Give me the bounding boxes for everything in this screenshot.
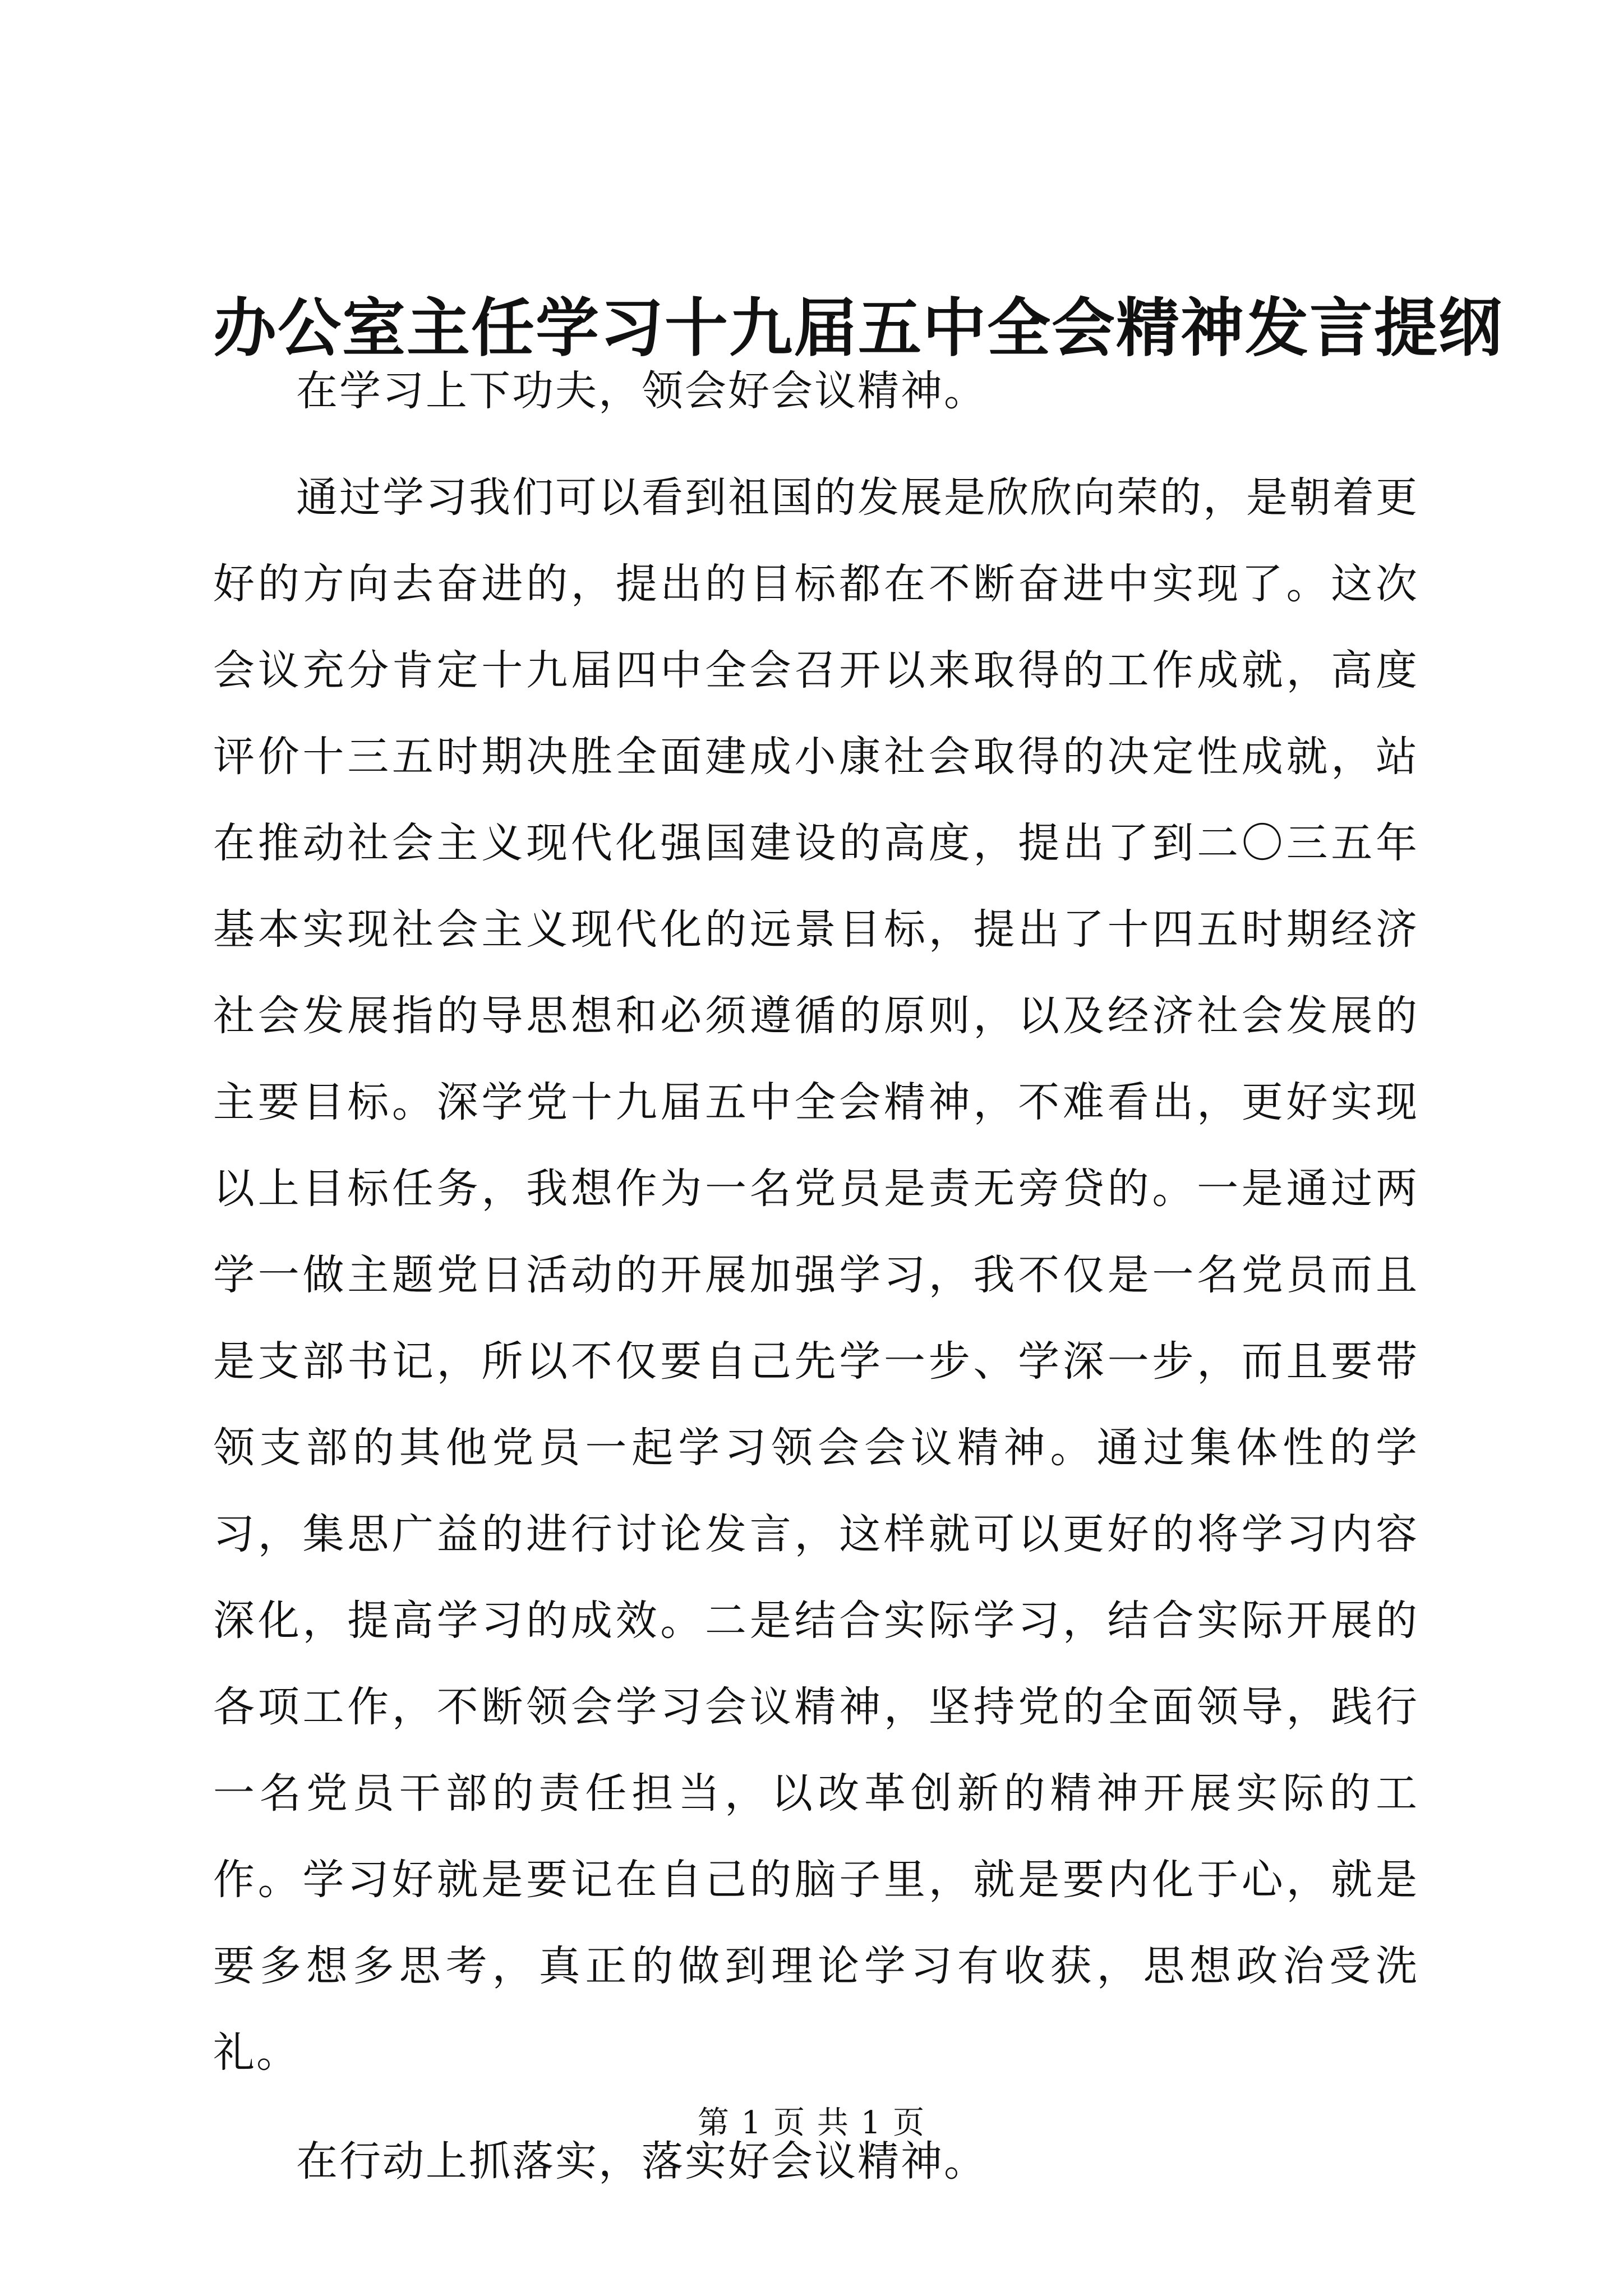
document-body (213, 348, 1419, 2205)
document-title: 办公室主任学习十九届五中全会精神发言提纲 (213, 291, 1503, 365)
paragraph-3: 在行动上抓落实，落实好会议精神。 (296, 2137, 987, 2185)
paragraph-1: 在学习上下功夫，领会好会议精神。 (296, 367, 987, 415)
page-number-footer: 第 1 页 共 1 页 (697, 2105, 926, 2141)
paragraph-2: 通过学习我们可以看到祖国的发展是欣欣向荣的，是朝着更好的方向去奋进的，提出的目标都在不断奋进中实现了。这次会议充分肯定十九届四中全会召开以来取得的工作成就，高度评价十三五时期决胜全面建成小康社会取得的决定性成就，站在推动社会主义现代化强国建设的高度，提出了到二〇三五年基本实现社会主义现代化的远景目标，提出了十四五时期经济社会发展指的导思想和必须遵循的原则，以及经济社会发展的主要目标。深学党十九届五中全会精神，不难看出，更好实现以上目标任务，我想作为一名党员是责无旁贷的。一是通过两学一做主题党日活动的开展加强学习，我不仅是一名党员而且是支部书记，所以不仅要自己先学一步、学深一步，而且要带领支部的其他党员一起学习领会会议精神。通过集体性的学习，集思广益的进行讨论发言，这样就可以更好的将学习内容深化，提高学习的成效。二是结合实际学习，结合实际开展的各项工作，不断领会学习会议精神，坚持党的全面领导，践行一名党员干部的责任担当，以改革创新的精神开展实际的工作。学习好就是要记在自己的脑子里，就是要内化于心，就是要多想多思考，真正的做到理论学习有收获，思想政治受洗礼。 (213, 473, 1419, 2077)
